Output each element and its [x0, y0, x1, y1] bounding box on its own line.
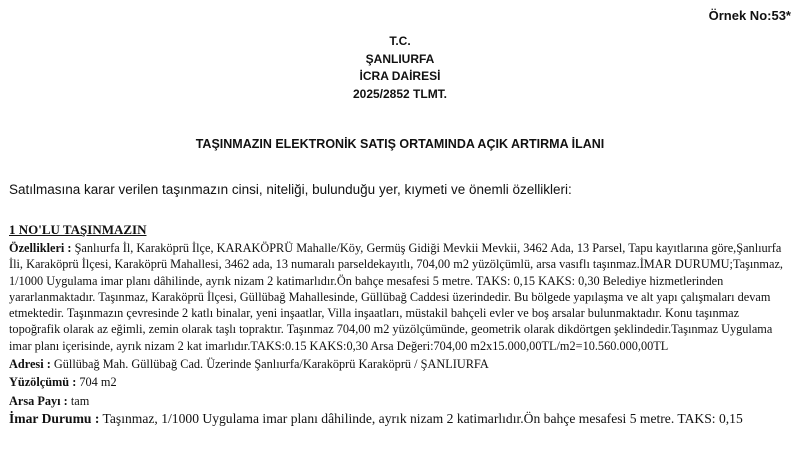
header-city: ŞANLIURFA: [365, 51, 435, 66]
share-label: Arsa Payı :: [9, 393, 68, 408]
address-row: [9, 356, 789, 372]
zoning-text: Taşınmaz, 1/1000 Uygulama imar planı dâhilinde, ayrık nizam 2 katimarlıdır.Ön bahçe mesafesi 5 metre. TAKS: 0,15: [99, 410, 743, 426]
features-label: Özellikleri :: [9, 241, 72, 255]
intro-text: Satılmasına karar verilen taşınmazın cinsi, niteliği, bulunduğu yer, kıymeti ve önemli özellikleri:: [9, 182, 572, 197]
share-row: [9, 393, 789, 409]
area-row: [9, 374, 789, 390]
area-text: 704 m2: [76, 375, 117, 390]
property-details: [9, 240, 789, 429]
zoning-label: İmar Durumu :: [9, 410, 100, 426]
header-office: İCRA DAİRESİ: [359, 69, 441, 83]
document-title: TAŞINMAZIN ELEKTRONİK SATIŞ ORTAMINDA AÇIK ARTIRMA İLANI: [195, 137, 605, 151]
header-file-number: 2025/2852 TLMT.: [352, 86, 448, 101]
form-number: Örnek No:53*: [708, 8, 791, 23]
area-label: Yüzölçümü :: [9, 375, 77, 390]
share-text: tam: [67, 393, 90, 408]
address-label: Adresi :: [9, 357, 51, 372]
property-heading: 1 NO'LU TAŞINMAZIN: [9, 222, 147, 237]
features-text: Şanlıurfa İl, Karaköprü İlçe, KARAKÖPRÜ Mahalle/Köy, Germüş Gidiği Mevkii Mevkii, 3462 Ada, 13 Parsel, Tapu kayıtlarına göre,Şanlıurfa İli, Karaköprü İlçesi, Karaköprü Mahallesi, 3462 ada, 13 numaralı parseldekayıtlı, 704,00 m2 yüzölçümlü, arsa vasıflı taşınmaz.İMAR DURUMU;Taşınmaz, 1/1000 Uygulama imar planı dâhilinde, ayrık nizam 2 katimarlıdır.Ön bahçe mesafesi 5 metre. TAKS: 0,15 KAKS: 0,30 Belediye hizmetlerinden yararlanmaktadır. Taşınmaz, Karaköprü İlçesi, Güllübağ Mahallesinde, Güllübağ Caddesi üzerindedir. Bu bölgede yapılaşma ve alt yapı çalışmaları devam etmektedir. Taşınmazın çevresinde 2 katlı binalar, yeni inşaatlar, Villa inşaatları, müstakil bahçeli evler ve boş arsalar bulunmaktadır. Konu taşınmaz topoğrafik olarak az eğimli, zemin olarak taşlı topraktır. Taşınmaz 704,00 m2 yüzölçümünde, geometrik olarak dikdörtgen şeklindedir.Taşınmaz Uygulama imar planı içerisinde, ayrık nizam 2 kat imarlıdır.TAKS:0.15 KAKS:0,30 Arsa Değeri:704,00 m2x15.000,00TL/m2=10.560.000,00TL: [9, 241, 783, 353]
address-text: Güllübağ Mah. Güllübağ Cad. Üzerinde Şanlıurfa/Karaköprü Karaköprü / ŞANLIURFA: [50, 357, 489, 372]
features-row: [9, 240, 789, 354]
zoning-row: [9, 411, 789, 427]
document-header: [0, 33, 800, 103]
header-state: T.C.: [389, 34, 411, 48]
